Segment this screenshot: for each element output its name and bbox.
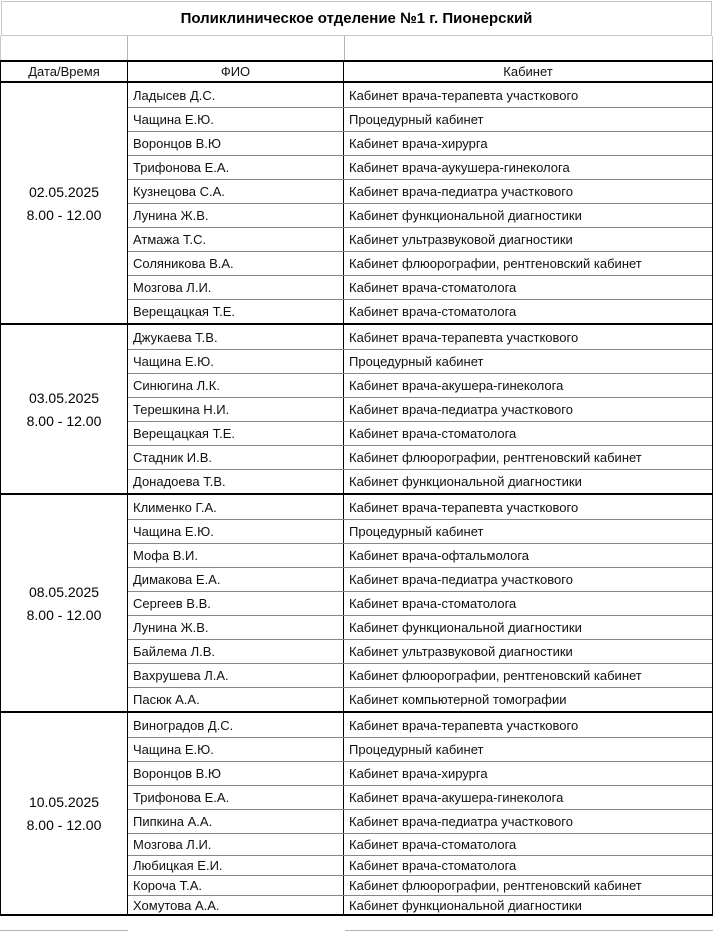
date-cell	[1, 713, 128, 914]
fio-cell: Донадоева Т.В.	[128, 470, 344, 493]
table-row	[128, 349, 712, 373]
cabinet-cell: Кабинет врача-стоматолога	[349, 304, 517, 319]
table-body	[0, 83, 713, 916]
cabinet-cell: Кабинет функциональной диагностики	[349, 620, 582, 635]
fio-cell: Хомутова А.А.	[128, 896, 344, 914]
table-row	[128, 615, 712, 639]
fio-cell: Трифонова Е.А.	[128, 156, 344, 179]
cabinet-cell: Кабинет функциональной диагностики	[349, 208, 582, 223]
date-cell	[1, 325, 128, 493]
table-row	[128, 469, 712, 493]
table-row	[128, 107, 712, 131]
spacer-cell	[345, 36, 712, 60]
cabinet-cell: Кабинет врача-стоматолога	[349, 837, 517, 852]
cabinet-cell: Кабинет флюорографии, рентгеновский кабинет	[349, 450, 642, 465]
schedule-group	[0, 325, 713, 495]
group-rows	[128, 713, 712, 914]
fio-cell: Джукаева Т.В.	[128, 325, 344, 349]
bottom-strip	[0, 916, 713, 932]
table-row	[128, 519, 712, 543]
cabinet-cell: Кабинет врача-терапевта участкового	[349, 717, 579, 733]
fio-cell: Воронцов В.Ю	[128, 762, 344, 785]
fio-cell: Чащина Е.Ю.	[128, 520, 344, 543]
cabinet-cell: Кабинет врача-педиатра участкового	[349, 572, 573, 587]
table-row	[128, 83, 712, 107]
table-row	[128, 713, 712, 737]
page-title: Поликлиническое отделение №1 г. Пионерский	[1, 1, 712, 36]
spacer-cell	[1, 36, 128, 60]
table-row	[128, 251, 712, 275]
partial-cell-border	[0, 930, 128, 931]
cabinet-cell: Кабинет флюорографии, рентгеновский кабинет	[349, 878, 642, 893]
fio-cell: Клименко Г.А.	[128, 495, 344, 519]
fio-cell: Любицкая Е.И.	[128, 856, 344, 875]
table-row	[128, 687, 712, 711]
table-header	[0, 60, 713, 83]
cabinet-cell: Кабинет врача-педиатра участкового	[349, 814, 573, 829]
fio-cell: Стадник И.В.	[128, 446, 344, 469]
cabinet-cell: Кабинет врача-аукушера-гинеколога	[349, 160, 570, 175]
table-row	[128, 809, 712, 833]
time-label: 8.00 - 12.00	[26, 817, 102, 833]
cabinet-cell: Кабинет ультразвуковой диагностики	[349, 644, 573, 659]
fio-cell: Терешкина Н.И.	[128, 398, 344, 421]
fio-cell: Синюгина Л.К.	[128, 374, 344, 397]
cabinet-cell: Кабинет врача-педиатра участкового	[349, 184, 573, 199]
table-row	[128, 785, 712, 809]
table-row	[128, 275, 712, 299]
partial-cell-border	[345, 930, 713, 931]
table-row	[128, 737, 712, 761]
date-cell	[1, 495, 128, 711]
fio-cell: Воронцов В.Ю	[128, 132, 344, 155]
table-row	[128, 833, 712, 855]
fio-cell: Лунина Ж.В.	[128, 616, 344, 639]
cabinet-cell: Кабинет врача-терапевта участкового	[349, 329, 579, 345]
cabinet-cell: Кабинет врача-стоматолога	[349, 426, 517, 441]
cabinet-cell: Кабинет врача-стоматолога	[349, 280, 517, 295]
fio-cell: Чащина Е.Ю.	[128, 350, 344, 373]
date-label: 02.05.2025	[28, 183, 100, 200]
cabinet-cell: Кабинет врача-стоматолога	[349, 858, 517, 873]
fio-cell: Верещацкая Т.Е.	[128, 300, 344, 323]
fio-cell: Короча Т.А.	[128, 876, 344, 895]
cabinet-cell: Кабинет функциональной диагностики	[349, 474, 582, 489]
cabinet-cell: Кабинет флюорографии, рентгеновский кабинет	[349, 256, 642, 271]
schedule-group	[0, 495, 713, 713]
time-label: 8.00 - 12.00	[26, 606, 102, 623]
table-row	[128, 155, 712, 179]
table-row	[128, 421, 712, 445]
date-label: 10.05.2025	[28, 794, 100, 810]
fio-cell: Мофа В.И.	[128, 544, 344, 567]
table-row	[128, 299, 712, 323]
fio-cell: Виноградов Д.С.	[128, 713, 344, 737]
cabinet-cell: Кабинет врача-акушера-гинеколога	[349, 378, 564, 393]
fio-cell: Мозгова Л.И.	[128, 276, 344, 299]
group-rows	[128, 83, 712, 323]
table-row	[128, 895, 712, 914]
fio-cell: Трифонова Е.А.	[128, 786, 344, 809]
table-row	[128, 445, 712, 469]
fio-cell: Кузнецова С.А.	[128, 180, 344, 203]
fio-cell: Пипкина А.А.	[128, 810, 344, 833]
table-row	[128, 663, 712, 687]
spacer-row	[0, 36, 713, 60]
header-fio: ФИО	[128, 62, 344, 81]
cabinet-cell: Кабинет врача-акушера-гинеколога	[349, 790, 564, 805]
table-row	[128, 495, 712, 519]
table-row	[128, 397, 712, 421]
fio-cell: Сергеев В.В.	[128, 592, 344, 615]
cabinet-cell: Кабинет компьютерной томографии	[349, 692, 567, 707]
table-row	[128, 227, 712, 251]
fio-cell: Байлема Л.В.	[128, 640, 344, 663]
table-row	[128, 855, 712, 875]
table-row	[128, 203, 712, 227]
time-label: 8.00 - 12.00	[26, 412, 102, 429]
table-row	[128, 567, 712, 591]
cabinet-cell: Процедурный кабинет	[349, 112, 484, 127]
date-label: 03.05.2025	[28, 389, 100, 406]
fio-cell: Мозгова Л.И.	[128, 834, 344, 855]
date-label: 08.05.2025	[28, 583, 100, 600]
table-row	[128, 875, 712, 895]
group-rows	[128, 495, 712, 711]
schedule-group	[0, 83, 713, 325]
fio-cell: Димакова Е.А.	[128, 568, 344, 591]
cabinet-cell: Кабинет врача-стоматолога	[349, 596, 517, 611]
cabinet-cell: Кабинет врача-хирурга	[349, 136, 488, 151]
table-row	[128, 761, 712, 785]
fio-cell: Соляникова В.А.	[128, 252, 344, 275]
group-rows	[128, 325, 712, 493]
cabinet-cell: Кабинет врача-офтальмолога	[349, 548, 530, 563]
header-cabinet: Кабинет	[503, 64, 553, 79]
table-row	[128, 179, 712, 203]
fio-cell: Атмажа Т.С.	[128, 228, 344, 251]
cabinet-cell: Кабинет врача-терапевта участкового	[349, 87, 579, 103]
cabinet-cell: Процедурный кабинет	[349, 354, 484, 369]
fio-cell: Вахрушева Л.А.	[128, 664, 344, 687]
fio-cell: Чащина Е.Ю.	[128, 738, 344, 761]
cabinet-cell: Кабинет флюорографии, рентгеновский кабинет	[349, 668, 642, 683]
cabinet-cell: Кабинет ультразвуковой диагностики	[349, 232, 573, 247]
table-row	[128, 325, 712, 349]
table-row	[128, 639, 712, 663]
table-row	[128, 543, 712, 567]
cabinet-cell: Кабинет врача-терапевта участкового	[349, 499, 579, 515]
table-row	[128, 373, 712, 397]
cabinet-cell: Процедурный кабинет	[349, 524, 484, 539]
cabinet-cell: Процедурный кабинет	[349, 742, 484, 757]
header-date-time: Дата/Время	[1, 62, 128, 81]
fio-cell: Чащина Е.Ю.	[128, 108, 344, 131]
cabinet-cell: Кабинет функциональной диагностики	[349, 897, 582, 913]
fio-cell: Верещацкая Т.Е.	[128, 422, 344, 445]
fio-cell: Лунина Ж.В.	[128, 204, 344, 227]
table-row	[128, 591, 712, 615]
cabinet-cell: Кабинет врача-хирурга	[349, 766, 488, 781]
time-label: 8.00 - 12.00	[26, 206, 102, 223]
date-cell	[1, 83, 128, 323]
cabinet-cell: Кабинет врача-педиатра участкового	[349, 402, 573, 417]
table-row	[128, 131, 712, 155]
schedule-group	[0, 713, 713, 916]
spacer-cell	[128, 36, 345, 60]
fio-cell: Пасюк А.А.	[128, 688, 344, 711]
fio-cell: Ладысев Д.С.	[128, 83, 344, 107]
